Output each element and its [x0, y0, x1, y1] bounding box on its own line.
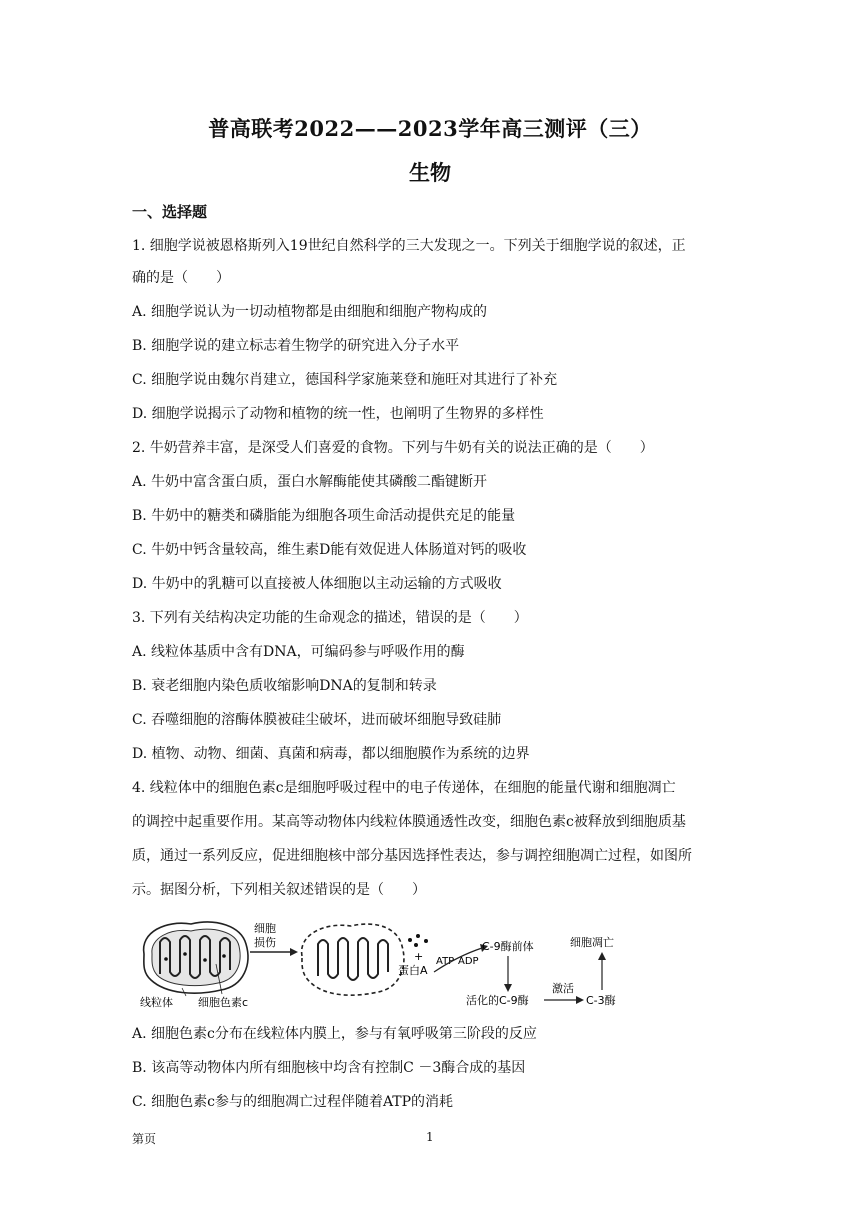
label-active-c9: 活化的C-9酶 [466, 994, 529, 1007]
q3-option-d: D. 植物、动物、细菌、真菌和病毒，都以细胞膜作为系统的边界 [132, 746, 530, 762]
c3-to-apoptosis-arrowhead [598, 952, 606, 960]
page-title: 普高联考2022——2023学年高三测评（三） [208, 116, 652, 141]
label-plus: + [414, 950, 424, 963]
q4-stem-line-4: 示。据图分析，下列相关叙述错误的是（ ） [132, 882, 426, 898]
precursor-to-active-arrowhead [504, 984, 512, 992]
q2-option-d: D. 牛奶中的乳糖可以直接被人体细胞以主动运输的方式吸收 [132, 576, 502, 592]
cytochrome-c-dot [424, 939, 428, 943]
cytochrome-c-dot [414, 943, 418, 947]
label-protein-a: 蛋白A [398, 964, 428, 977]
label-c3: C-3酶 [586, 994, 616, 1007]
q1-option-a: A. 细胞学说认为一切动植物都是由细胞和细胞产物构成的 [132, 304, 488, 320]
footer-page-number: 1 [426, 1130, 434, 1144]
q4-stem-line-1: 4. 线粒体中的细胞色素c是细胞呼吸过程中的电子传递体，在细胞的能量代谢和细胞凋亡 [132, 780, 676, 796]
q4-option-c: C. 细胞色素c参与的细胞凋亡过程伴随着ATP的消耗 [132, 1094, 454, 1110]
q2-stem-line-1: 2. 牛奶营养丰富，是深受人们喜爱的食物。下列与牛奶有关的说法正确的是（ ） [132, 440, 654, 456]
subject-title: 生物 [409, 160, 451, 185]
footer-page-label: 第页 [132, 1132, 157, 1146]
mitochondrion-intact [144, 922, 248, 993]
q1-option-c: C. 细胞学说由魏尔肖建立，德国科学家施莱登和施旺对其进行了补充 [132, 372, 558, 388]
q1-stem-line-1: 1. 细胞学说被恩格斯列入19世纪自然科学的三大发现之一。下列关于细胞学说的叙述，正 [132, 238, 686, 254]
label-damage-1: 细胞 [254, 922, 276, 935]
mitochondrion-damaged [302, 924, 404, 995]
q4-option-b: B. 该高等动物体内所有细胞核中均含有控制C －3酶合成的基因 [132, 1060, 526, 1076]
cytochrome-c-dot [408, 938, 412, 942]
apoptosis-pathway-figure [136, 914, 654, 1010]
q2-option-b: B. 牛奶中的糖类和磷脂能为细胞各项生命活动提供充足的能量 [132, 508, 516, 524]
label-apoptosis: 细胞凋亡 [570, 936, 614, 949]
q1-stem-line-2: 确的是（ ） [132, 270, 230, 286]
q3-stem-line-1: 3. 下列有关结构决定功能的生命观念的描述，错误的是（ ） [132, 610, 528, 626]
q3-option-b: B. 衰老细胞内染色质收缩影响DNA的复制和转录 [132, 678, 437, 694]
label-activate: 激活 [552, 982, 574, 995]
damage-arrowhead [290, 948, 298, 956]
label-mitochondrion: 线粒体 [140, 996, 173, 1009]
section-heading: 一、选择题 [132, 203, 208, 221]
q1-option-b: B. 细胞学说的建立标志着生物学的研究进入分子水平 [132, 338, 460, 354]
q4-stem-line-3: 质，通过一系列反应，促进细胞核中部分基因选择性表达，参与调控细胞凋亡过程，如图所 [132, 848, 692, 864]
label-c9-precursor: C-9酶前体 [482, 940, 534, 953]
label-damage-2: 损伤 [254, 936, 276, 949]
q2-option-a: A. 牛奶中富含蛋白质，蛋白水解酶能使其磷酸二酯键断开 [132, 474, 488, 490]
label-cytochrome-c: 细胞色素c [198, 996, 249, 1009]
q3-option-c: C. 吞噬细胞的溶酶体膜被硅尘破坏，进而破坏细胞导致硅肺 [132, 712, 502, 728]
cytochrome-c-dot [416, 934, 420, 938]
q3-option-a: A. 线粒体基质中含有DNA，可编码参与呼吸作用的酶 [132, 644, 465, 660]
label-adp: ADP [458, 956, 479, 967]
activate-arrowhead [576, 996, 584, 1004]
q2-option-c: C. 牛奶中钙含量较高，维生素D能有效促进人体肠道对钙的吸收 [132, 542, 527, 558]
label-atp: ATP [436, 956, 455, 967]
q1-option-d: D. 细胞学说揭示了动物和植物的统一性，也阐明了生物界的多样性 [132, 406, 544, 422]
q4-stem-line-2: 的调控中起重要作用。某高等动物体内线粒体膜通透性改变，细胞色素c被释放到细胞质基 [132, 814, 686, 830]
q4-option-a: A. 细胞色素c分布在线粒体内膜上，参与有氧呼吸第三阶段的反应 [132, 1026, 537, 1042]
